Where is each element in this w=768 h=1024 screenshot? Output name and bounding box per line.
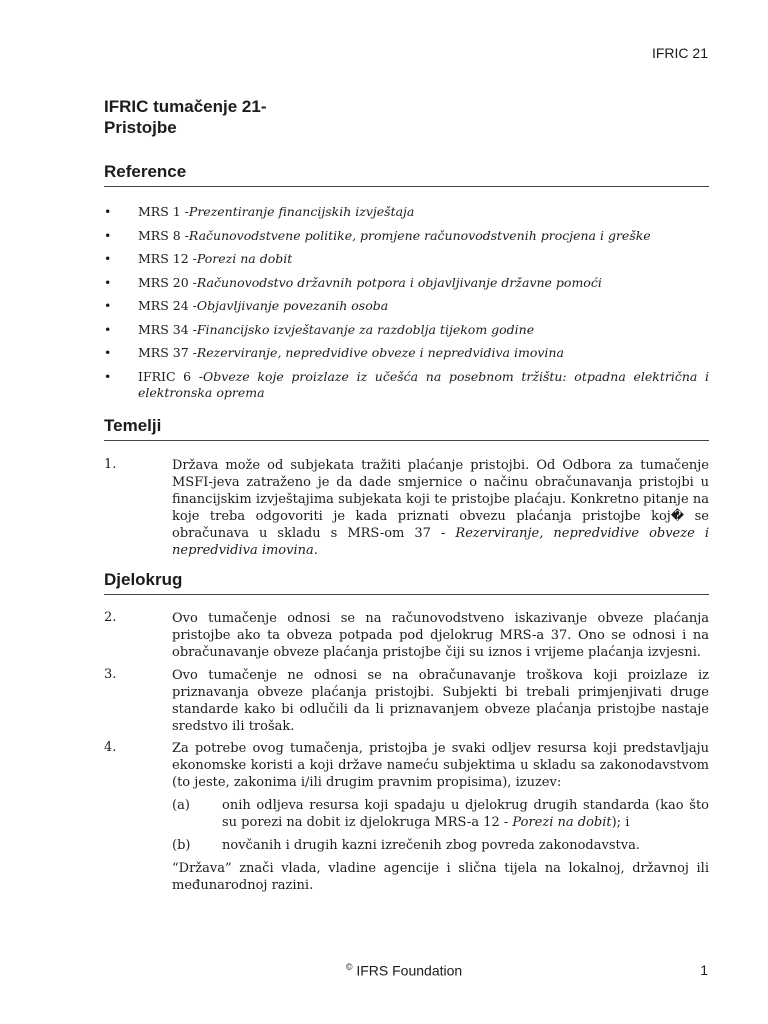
paragraph-text: Ovo tumačenje odnosi se na računovodstveno iskazivanje obveze plaćanja pristojbe ako ta obveza potpada pod djelokrug MRS-a 37. Ono se odnosi i na obračunavanje obveze plaćanja pristojbe čiji su iznos i vrijeme plaćanja izvjesni. (172, 611, 709, 660)
footer-organization: IFRS Foundation (356, 962, 463, 979)
subitem-label: (a) (172, 798, 190, 813)
reference-item: • MRS 37 -Rezerviranje, nepredvidive obveze i nepredvidiva imovina (104, 345, 709, 361)
footer-copyright (0, 962, 768, 979)
document-code-header: IFRIC 21 (651, 45, 708, 61)
paragraph-2 (104, 610, 709, 661)
reference-item: • MRS 34 -Financijsko izvještavanje za razdoblja tijekom godine (104, 322, 709, 338)
subitem-label: (b) (172, 838, 191, 853)
subitem-a (172, 797, 709, 831)
paragraph-text: Ovo tumačenje ne odnosi se na obračunavanje troškova koji proizlaze iz priznavanja obveze plaćanja pristojbi. Subjekti bi trebali primjenjivati druge standarde kako bi odlučili da li priznavanjem obveze plaćanja pristojbe nastaje sredstvo ili trošak. (172, 668, 709, 734)
temelji-heading: Temelji (104, 416, 709, 441)
reference-item: • MRS 12 -Porezi na dobit (104, 251, 709, 267)
paragraph-4 (104, 740, 709, 894)
paragraph-number: 1. (104, 457, 117, 472)
title-line-1: IFRIC tumačenje 21- (104, 97, 267, 116)
paragraph-3 (104, 667, 709, 735)
references-list (104, 204, 709, 408)
references-heading: Reference (104, 162, 709, 187)
reference-item: • IFRIC 6 -Obveze koje proizlaze iz učešća na posebnom tržištu: otpadna električna i elektronska oprema (104, 369, 709, 401)
title-line-2: Pristojbe (104, 118, 177, 137)
reference-item: • MRS 1 -Prezentiranje financijskih izvještaja (104, 204, 709, 220)
djelokrug-heading: Djelokrug (104, 570, 709, 595)
subitem-text: novčanih i drugih kazni izrečenih zbog povreda zakonodavstva. (222, 838, 640, 853)
paragraph-text: Za potrebe ovog tumačenja, pristojba je svaki odljev resursa koji predstavljaju ekonomske koristi a koji države nameću subjektima u skladu sa zakonodavstvom (to jeste, zakonima i/ili drugim pravnim propisima), izuzev: (172, 741, 709, 790)
paragraph-number: 3. (104, 667, 117, 682)
subitem-text: onih odljeva resursa koji spadaju u djelokrug drugih standarda (kao što su porezi na dobit iz djelokruga MRS-a 12 - Porezi na dobit); i (222, 798, 709, 830)
definition-note: “Država” znači vlada, vladine agencije i slična tijela na lokalnoj, državnoj ili međunarodnoj razini. (172, 861, 709, 893)
subitem-b (172, 837, 709, 854)
reference-item: • MRS 8 -Računovodstvene politike, promjene računovodstvenih procjena i greške (104, 228, 709, 244)
paragraph-1 (104, 457, 709, 559)
paragraph-text: Država može od subjekata tražiti plaćanje pristojbi. Od Odbora za tumačenje MSFI-jeva zatraženo je da dade smjernice o načinu obračunavanja pristojbi u financijskim izvještajima subjekata koji te pristojbe plaćaju. Konkretno pitanje na koje treba odgovoriti je kada priznati obvezu plaćanja pristojbe koj� se obračunava u skladu s MRS-om 37 - Rezerviranje, nepredvidive obveze i nepredvidiva imovina. (172, 458, 709, 558)
paragraph-number: 4. (104, 740, 117, 755)
page-number: 1 (700, 962, 708, 978)
copyright-symbol: © (345, 962, 353, 972)
reference-item: • MRS 24 -Objavljivanje povezanih osoba (104, 298, 709, 314)
document-title (104, 96, 267, 138)
paragraph-number: 2. (104, 610, 117, 625)
reference-item: • MRS 20 -Računovodstvo državnih potpora i objavljivanje državne pomoći (104, 275, 709, 291)
